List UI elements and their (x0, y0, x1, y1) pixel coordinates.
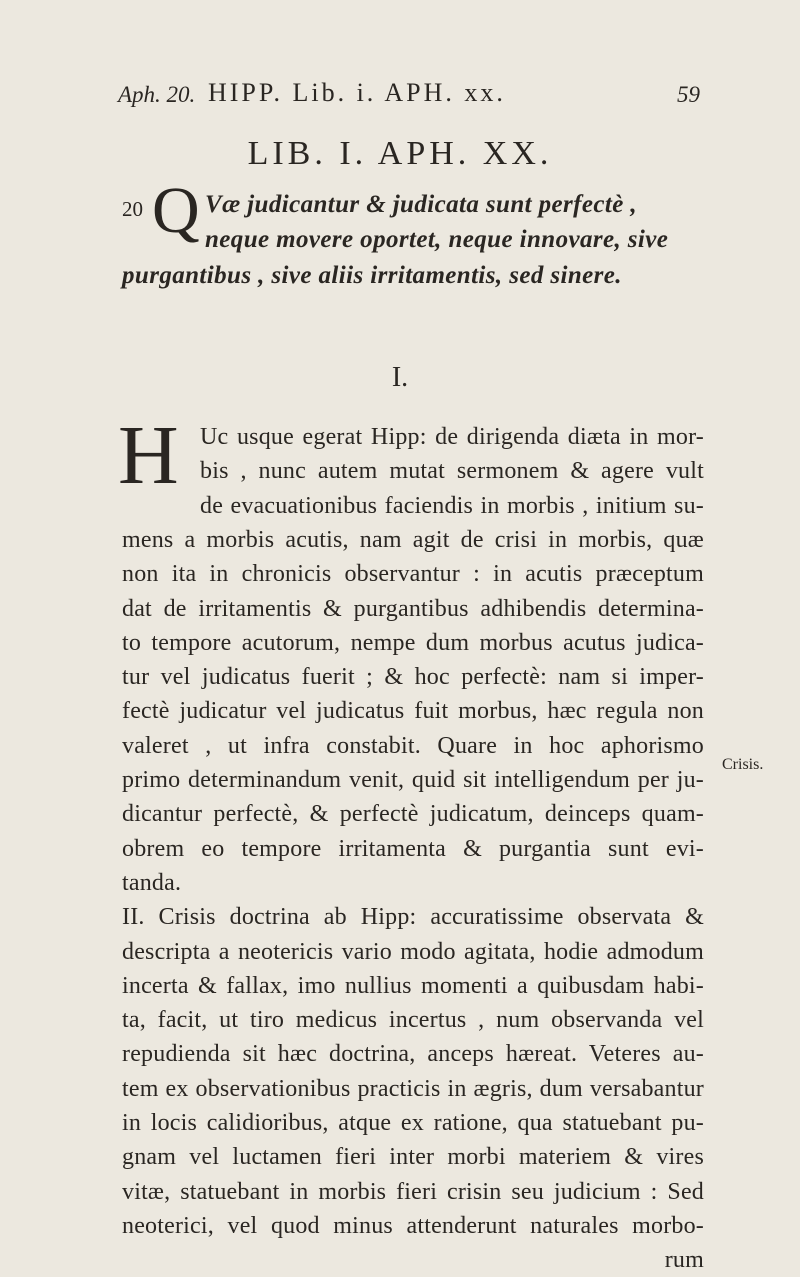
commentary-line: tur vel judicatus fuerit ; & hoc perfectè: nam si imper- (122, 664, 704, 691)
commentary-line: valeret , ut infra constabit. Quare in hoc aphorismo (122, 732, 704, 759)
commentary-line: neoterici, vel quod minus attenderunt naturales morbo- (122, 1212, 704, 1239)
aphorism-line: purgantibus , sive aliis irritamentis, sed sinere. (122, 262, 622, 289)
commentary-line: gnam vel luctamen fieri inter morbi materiem & vires (122, 1144, 704, 1171)
commentary-line: incerta & fallax, imo nullius momenti a quibusdam habi- (122, 972, 704, 999)
page-number: 59 (677, 82, 700, 107)
commentary-line: dicantur perfectè, & perfectè judicatum, deinceps quam- (122, 801, 704, 828)
running-head (118, 78, 700, 110)
commentary-line: non ita in chronicis observantur : in acutis præceptum (122, 561, 704, 588)
commentary-initial: H (118, 409, 179, 502)
commentary-line: primo determinandum venit, quid sit intelligendum per ju- (122, 767, 704, 793)
commentary-line: bis , nunc autem mutat sermonem & agere vult (200, 458, 704, 485)
commentary-line: rum (664, 1247, 704, 1274)
aphorism-line: neque movere oportet, neque innovare, sive (205, 226, 669, 253)
running-head-title: HIPP. Lib. i. APH. xx. (208, 78, 506, 107)
commentary-line: vitæ, statuebant in morbis fieri crisin seu judicium : Sed (122, 1178, 704, 1205)
commentary-line: fectè judicatur vel judicatus fuit morbus, hæc regula non (122, 698, 704, 725)
commentary-line: II. Crisis doctrina ab Hipp: accuratissime observata & (122, 904, 704, 931)
chapter-title: LIB. I. APH. XX. (247, 135, 553, 172)
commentary-line: mens a morbis acutis, nam agit de crisi in morbis, quæ (122, 526, 704, 553)
aphorism-line: Væ judicantur & judicata sunt perfectè , (205, 191, 638, 218)
section-number: I. (391, 362, 409, 393)
commentary-line: tanda. (122, 869, 182, 896)
aphorism-number: 20 (122, 197, 143, 221)
commentary-line: tem ex observationibus practicis in ægris, dum versabantur (122, 1075, 704, 1102)
commentary-line: repudienda sit hæc doctrina, anceps hæreat. Veteres au- (122, 1041, 704, 1068)
commentary-line: descripta a neotericis vario modo agitata, hodie admodum (122, 938, 704, 965)
aphorism-initial: Q (152, 174, 200, 247)
commentary-line: ta, facit, ut tiro medicus incertus , num observanda vel (122, 1007, 704, 1034)
commentary-line: dat de irritamentis & purgantibus adhibendis determina- (122, 595, 704, 622)
commentary-line: to tempore acutorum, nempe dum morbus acutus judica- (122, 629, 704, 656)
commentary-line: obrem eo tempore irritamenta & purgantia sunt evi- (122, 835, 704, 862)
commentary-line: in locis calidioribus, atque ex ratione, qua statuebant pu- (122, 1110, 704, 1136)
commentary-line: de evacuationibus faciendis in morbis , initium su- (200, 492, 704, 519)
commentary-line: Uc usque egerat Hipp: de dirigenda diæta in mor- (200, 424, 704, 450)
marginal-note: Crisis. (722, 756, 764, 773)
running-head-aphorism-ref: Aph. 20. (118, 82, 196, 107)
